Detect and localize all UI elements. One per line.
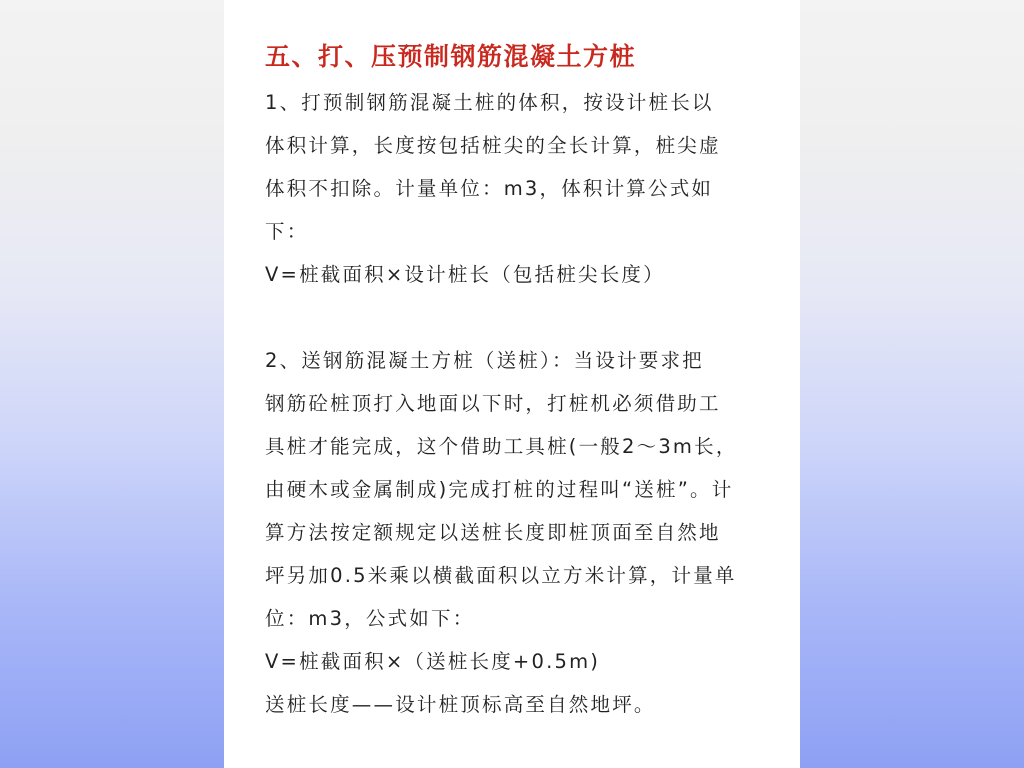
article-title: 五、打、压预制钢筋混凝土方桩 xyxy=(265,42,637,71)
formula-2: V=桩截面积×（送桩长度+0.5m) xyxy=(265,650,601,673)
background-left xyxy=(0,0,224,768)
section-2-line: 2、送钢筋混凝土方桩（送桩）：当设计要求把 xyxy=(265,349,704,372)
section-1-line: 体积不扣除。计量单位：m3，体积计算公式如 xyxy=(265,177,714,200)
section-1-line: 下： xyxy=(265,220,309,243)
section-1-line: 体积计算，长度按包括桩尖的全长计算，桩尖虚 xyxy=(265,134,721,157)
definition-line: 送桩长度——设计桩顶标高至自然地坪。 xyxy=(265,693,656,716)
section-2-line: 具桩才能完成，这个借助工具桩(一般2～3m长， xyxy=(265,435,738,458)
background-right xyxy=(800,0,1024,768)
formula-1: V=桩截面积×设计桩长（包括桩尖长度） xyxy=(265,263,665,286)
section-2-line: 位：m3，公式如下： xyxy=(265,607,475,630)
article-panel xyxy=(224,0,800,768)
section-2-line: 由硬木或金属制成)完成打桩的过程叫“送桩”。计 xyxy=(265,478,734,501)
section-1-line: 1、打预制钢筋混凝土桩的体积，按设计桩长以 xyxy=(265,91,714,114)
section-2-line: 算方法按定额规定以送桩长度即桩顶面至自然地 xyxy=(265,521,721,544)
section-2-line: 钢筋砼桩顶打入地面以下时，打桩机必须借助工 xyxy=(265,392,721,415)
section-2-line: 坪另加0.5米乘以横截面积以立方米计算，计量单 xyxy=(265,564,737,587)
